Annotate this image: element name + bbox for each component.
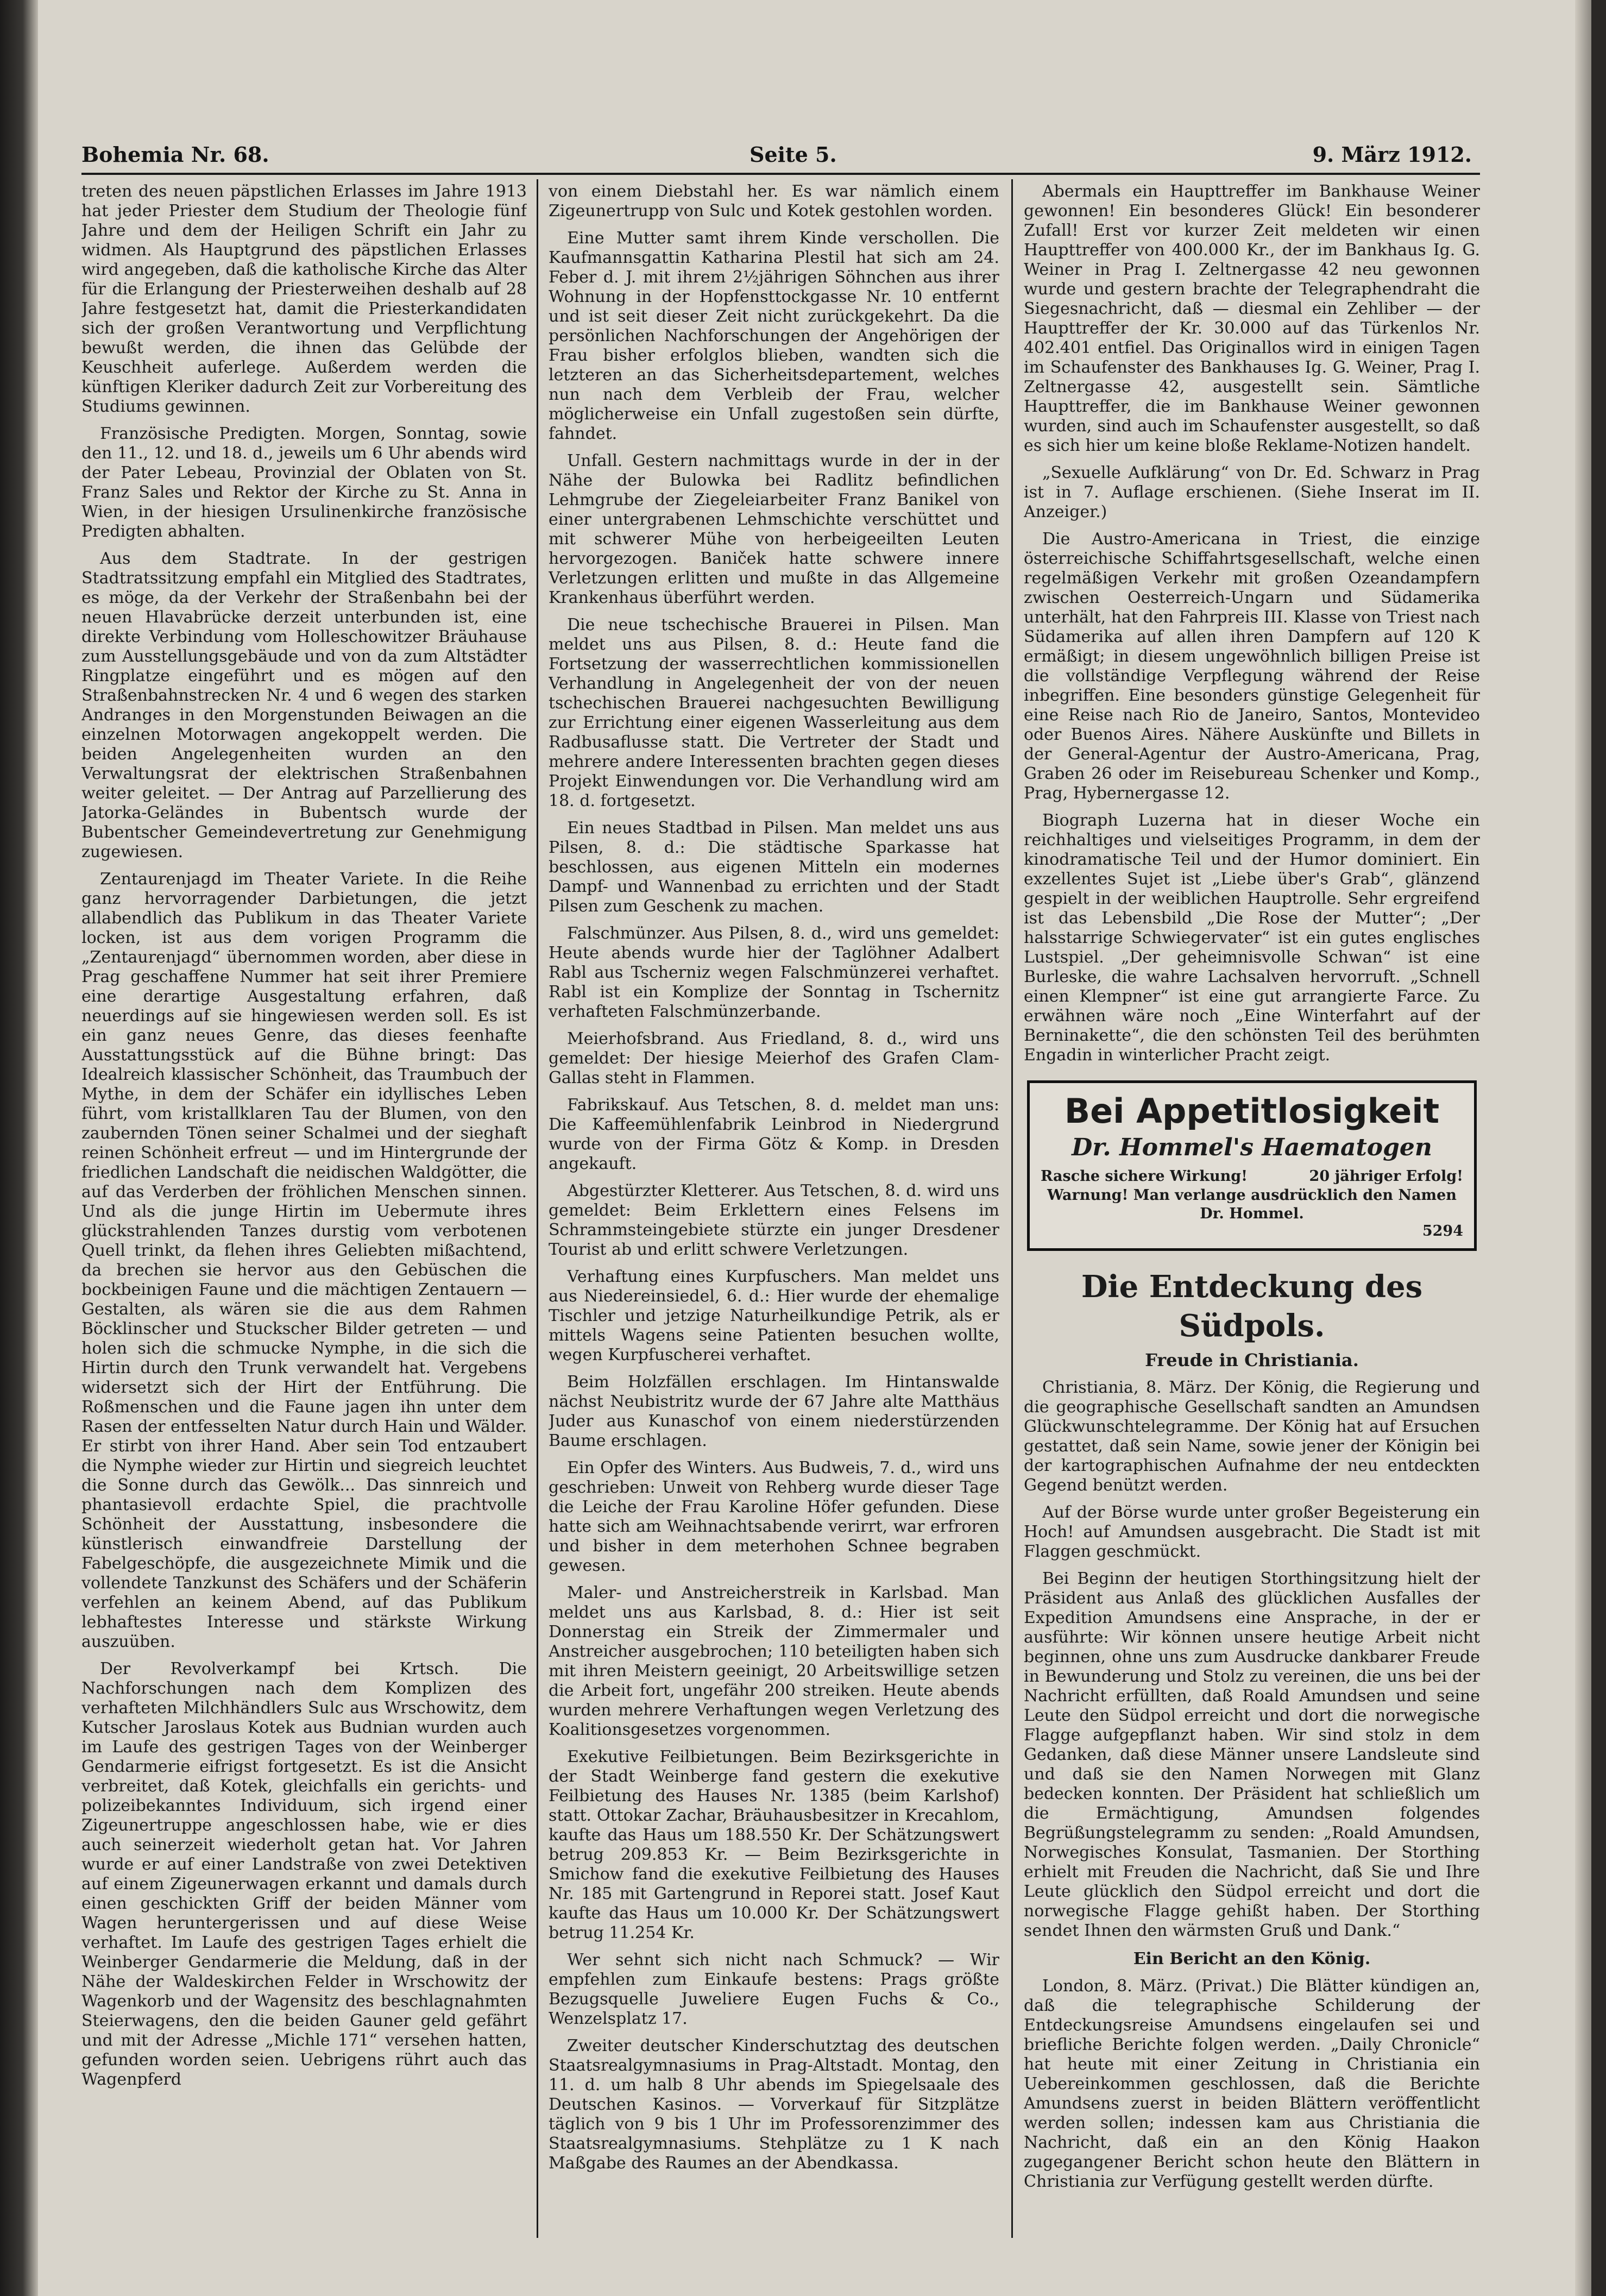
ad-claims — [1041, 1167, 1463, 1186]
article-paragraph: Christiania, 8. März. Der König, die Regierung und die geographische Gesellschaft sandten an Amundsen Glückwunschtelegramme. Der König hat auf Ersuchen gestattet, daß sein Name, sowie jener der Königin bei der kartographischen Aufnahme der neu entdeckten Gegend benützt werden. — [1024, 1378, 1480, 1495]
article-paragraph: Die Austro-Americana in Triest, die einzige österreichische Schiffahrtsgesellschaft, welche einen regelmäßigen Verkehr mit großen Ozeandampfern zwischen Oesterreich-Ungarn und Südamerika unterhält, hat den Fahrpreis III. Klasse von Triest nach Südamerika auf allen ihren Dampfern auf 120 K ermäßigt; in diesem ungewöhnlich billigen Preise ist die vollständige Verpflegung während der Reise inbegriffen. Eine besonders günstige Gelegenheit für eine Reise nach Rio de Janeiro, Santos, Montevideo oder Buenos Aires. Nähere Auskünfte und Billets in der General-Agentur der Austro-Americana, Prag, Graben 26 oder im Reisebureau Schenker und Komp., Prag, Hybernergasse 12. — [1024, 530, 1480, 803]
ad-warning: Warnung! Man verlange ausdrücklich den Namen Dr. Hommel. — [1047, 1187, 1457, 1222]
article-paragraph: Zweiter deutscher Kinderschutztag des deutschen Staatsrealgymnasiums in Prag-Altstadt. Montag, den 11. d. um halb 8 Uhr abends im Spiegelsaale des Deutschen Kasinos. — Vorverkauf für Sitzplätze täglich von 9 bis 1 Uhr im Professorenzimmer des Staatsrealgymnasiums. Stehplätze zu 1 K nach Maßgabe des Raumes an der Abendkassa. — [549, 2036, 999, 2173]
article-paragraph: Verhaftung eines Kurpfuschers. Man meldet uns aus Niedereinsiedel, 6. d.: Hier wurde der ehemalige Tischler und jetzige Naturheilkundige Petrik, als er mittels Wagens seine Patienten besuchen wollte, wegen Kurpfuscherei verhaftet. — [549, 1267, 999, 1364]
article-paragraph: Meierhofsbrand. Aus Friedland, 8. d., wird uns gemeldet: Der hiesige Meierhof des Grafen Clam-Gallas steht in Flammen. — [549, 1029, 999, 1087]
book-spine-shadow — [0, 0, 38, 2296]
article-paragraph: Biograph Luzerna hat in dieser Woche ein reichhaltiges und vielseitiges Programm, in dem der kinodramatische Teil und der Humor dominiert. Ein exzellentes Sujet ist „Liebe über's Grab“, glänzend gespielt in der weiblichen Hauptrolle. Sehr ergreifend ist das Lebensbild „Die Rose der Mutter“; „Der halsstarrige Schwiegervater“ ist ein gutes englisches Lustspiel. „Der geheimnisvolle Schwan“ ist eine Burleske, die wahre Lachsalven hervorruft. „Schnell einen Klempner“ ist eine gut arrangierte Farce. Zu erwähnen wäre noch „Eine Winterfahrt auf der Berninakette“, die den schönsten Teil des berühmten Engadin in winterlicher Pracht zeigt. — [1024, 811, 1480, 1065]
ad-claim-left: Rasche sichere Wirkung! — [1041, 1168, 1248, 1185]
southpole-subhead-2: Ein Bericht an den König. — [1133, 1949, 1371, 1968]
article-paragraph: Bei Beginn der heutigen Storthingsitzung hielt der Präsident aus Anlaß des glücklichen Ausfalles der Expedition Amundsens eine Ansprache, in der er ausführte: Wir können unsere heutige Arbeit nicht beginnen, ohne uns zum Ausdrucke dankbarer Freude in Bewunderung und Stolz zu vereinen, die uns bei der Nachricht erfüllten, daß Roald Amundsen und seine Leute den Südpol erreicht und dort die norwegische Flagge aufgepflanzt haben. Wir sind stolz in dem Gedanken, daß diese Männer unsere Landsleute sind und daß sie den Namen Norwegen mit Glanz bedecken konnten. Der Präsident hat schließlich um die Ermächtigung, Amundsen folgendes Begrüßungstelegramm zu senden: „Roald Amundsen, Norwegisches Konsulat, Tasmanien. Der Storthing erhielt mit Freuden die Nachricht, daß Sie und Ihre Leute glücklich den Südpol erreicht und dort die norwegische Flagge gehißt haben. Der Storthing sendet Ihnen den wärmsten Gruß und Dank.“ — [1024, 1569, 1480, 1940]
header-paper-issue: Bohemia Nr. 68. — [81, 142, 269, 167]
article-paragraph: „Sexuelle Aufklärung“ von Dr. Ed. Schwarz in Prag ist in 7. Auflage erschienen. (Siehe Inserat im II. Anzeiger.) — [1024, 463, 1480, 521]
header-date: 9. März 1912. — [1312, 142, 1472, 167]
column-1 — [81, 182, 527, 2235]
header-page-number: Seite 5. — [750, 142, 837, 167]
article-paragraph: Wer sehnt sich nicht nach Schmuck? — Wir empfehlen zum Einkaufe bestens: Prags größte Bezugsquelle Juweliere Eugen Fuchs & Co., Wenzelsplatz 17. — [549, 1951, 999, 2028]
ad-headline: Bei Appetitlosigkeit — [1064, 1091, 1440, 1131]
ad-claim-right: 20 jähriger Erfolg! — [1309, 1168, 1463, 1185]
article-paragraph: Die neue tschechische Brauerei in Pilsen. Man meldet uns aus Pilsen, 8. d.: Heute fand die Fortsetzung der wasserrechtlichen kommissionellen Verhandlung in Angelegenheit der von der neuen tschechischen Brauerei nachgesuchten Bewilligung zur Errichtung einer eigenen Wasserleitung aus dem Radbusaflusse statt. Die Vertreter der Stadt und mehrere andere Interessenten brachten gegen dieses Projekt Einwendungen vor. Die Verhandlung wird am 18. d. fortgesetzt. — [549, 615, 999, 810]
column-rule-1 — [537, 179, 538, 2238]
article-paragraph: London, 8. März. (Privat.) Die Blätter kündigen an, daß die telegraphische Schilderung der Entdeckungsreise Amundsens eingelaufen sei und briefliche Berichte folgen werden. „Daily Chronicle“ hat heute mit einer Zeitung in Christiania ein Uebereinkommen geschlossen, daß die Berichte Amundsens zuerst in beiden Blättern veröffentlicht werden sollen; indessen kam aus Christiania die Nachricht, daß ein an den König Haakon zugegangener Bericht schon heute den Blättern in Christiania zur Verfügung gestellt werden dürfte. — [1024, 1977, 1480, 2191]
article-paragraph: treten des neuen päpstlichen Erlasses im Jahre 1913 hat jeder Priester dem Studium der Theologie fünf Jahre und dem der Heiligen Schrift ein Jahr zu widmen. Als Hauptgrund des päpstlichen Erlasses wird angegeben, daß die katholische Kirche das Alter für die Erlangung der Priesterweihen deshalb auf 28 Jahre festgesetzt hat, damit die Priesterkandidaten sich der großen Verantwortung und Verpflichtung bewußt werden, die ihnen das Gelübde der Keuschheit auferlege. Außerdem werden die künftigen Kleriker dadurch Zeit zur Vorbereitung des Studiums gewinnen. — [81, 182, 527, 416]
article-paragraph: Falschmünzer. Aus Pilsen, 8. d., wird uns gemeldet: Heute abends wurde hier der Taglöhner Adalbert Rabl aus Tscherniz wegen Falschmünzerei verhaftet. Rabl ist ein Komplize der Sonntag in Tschernitz verhafteten Falschmünzerbande. — [549, 924, 999, 1021]
article-paragraph: Beim Holzfällen erschlagen. Im Hintanswalde nächst Neubistritz wurde der 67 Jahre alte Matthäus Juder aus Kunaschof von einem niederstürzenden Baume erschlagen. — [549, 1373, 999, 1450]
article-paragraph: Fabrikskauf. Aus Tetschen, 8. d. meldet man uns: Die Kaffeemühlenfabrik Leinbrod in Niedergrund wurde von der Firma Götz & Komp. in Dresden angekauft. — [549, 1096, 999, 1173]
page-edge-shadow — [1575, 0, 1591, 2296]
article-paragraph: Zentaurenjagd im Theater Variete. In die Reihe ganz hervorragender Darbietungen, die jetzt allabendlich das Publikum in das Theater Variete locken, ist aus dem vorigen Programm die „Zentaurenjagd“ übernommen worden, aber diese in Prag geschaffene Nummer hat seit ihrer Premiere eine derartige Ausgestaltung erfahren, daß neuerdings auf sie hingewiesen werden soll. Es ist ein ganz neues Genre, das dieses feenhafte Ausstattungsstück auf die Bühne bringt: Das Idealreich klassischer Schönheit, das Traumbuch der Mythe, in dem der Schäfer ein idyllisches Leben führt, vom kristallklaren Tau der Blumen, von den zaubernden Tönen seiner Schalmei und der sieghaft reinen Schönheit erfreut — und im Hintergrunde der friedlichen Landschaft die neidischen Waldgötter, die auf das Verderben der fröhlichen Menschen sinnen. Und als die junge Hirtin im Uebermute ihres glückstrahlenden Tanzes durstig vom verbotenen Quell trinkt, da flehen ihres Geliebten mißachtend, da brechen sie hervor aus den Gebüschen die bockbeinigen Faune und die mächtigen Zentauern — Gestalten, als wären sie die aus dem Rahmen Böcklinscher und Stuckscher Bilder getreten — und holen sich die schmucke Nymphe, in die sich die Hirtin durch den Trunk verwandelt hat. Vergebens widersetzt sich der Hirt der Entführung. Die Roßmenschen und die Faune jagen ihn unter dem Rasen der entfesselten Natur durch Hain und Wälder. Er stirbt von ihrer Hand. Aber sein Tod entzaubert die Nymphe wieder zur Hirtin und siegreich leuchtet die Sonne durch das Gewölk... Das sinnreich und phantasievoll erdachte Spiel, die prachtvolle Schönheit der Ausstattung, insbesondere die künstlerisch einwandfreie Darstellung der Fabelgeschöpfe, die ausgezeichnete Mimik und die vollendete Tanzkunst des Schäfers und der Schäferin verfehlen an keinem Abend, auf das Publikum lebhaftestes Interesse und stärkste Wirkung auszuüben. — [81, 870, 527, 1651]
southpole-headline: Die Entdeckung des Südpols. — [1081, 1269, 1423, 1344]
article-paragraph: Abgestürzter Kletterer. Aus Tetschen, 8. d. wird uns gemeldet: Beim Erklettern eines Felsens im Schrammsteingebiete stürzte ein junger Dresdener Tourist ab und erlitt schwere Verletzungen. — [549, 1181, 999, 1259]
southpole-subhead: Freude in Christiania. — [1145, 1350, 1359, 1370]
header-rule — [81, 173, 1480, 175]
column-3 — [1024, 182, 1480, 2235]
article-paragraph: Unfall. Gestern nachmittags wurde in der in der Nähe der Bulowka bei Radlitz befindlichen Lehmgrube der Ziegeleiarbeiter Franz Banikel von einer untergrabenen Lehmschichte verschüttet und mit schwerer Mühe von herbeigeeilten Leuten hervorgezogen. Baniček hatte schwere innere Verletzungen erlitten und mußte in das Allgemeine Krankenhaus überführt werden. — [549, 451, 999, 607]
ad-code: 5294 — [1422, 1223, 1463, 1240]
haematogen-advertisement — [1027, 1080, 1477, 1251]
article-paragraph: Maler- und Anstreicherstreik in Karlsbad. Man meldet uns aus Karlsbad, 8. d.: Hier ist seit Donnerstag ein Streik der Zimmermaler und Anstreicher ausgebrochen; 110 beteiligten haben sich mit ihren Meistern geeinigt, 20 Arbeitswillige setzen die Arbeit fort, ungefähr 200 streiken. Heute abends wurden mehrere Verhaftungen wegen Verletzung des Koalitionsgesetzes vorgenommen. — [549, 1583, 999, 1739]
article-paragraph: Ein Opfer des Winters. Aus Budweis, 7. d., wird uns geschrieben: Unweit von Rehberg wurde dieser Tage die Leiche der Frau Karoline Höfer gefunden. Diese hatte sich am Weihnachtsabende verirrt, war erfroren und bisher in dem meterhohen Schnee begraben gewesen. — [549, 1458, 999, 1575]
article-paragraph: Eine Mutter samt ihrem Kinde verschollen. Die Kaufmannsgattin Katharina Plestil hat sich am 24. Feber d. J. mit ihrem 2½jährigen Söhnchen aus ihrer Wohnung in der Hopfensttockgasse Nr. 10 entfernt und ist seit dieser Zeit nicht zurückgekehrt. Da die persönlichen Nachforschungen der Angehörigen der Frau bisher erfolglos blieben, wandten sich die letzteren an das Sicherheitsdepartement, welches nun nach dem Verbleib der Frau, welcher möglicherweise ein Unfall zugestoßen sein dürfte, fahndet. — [549, 229, 999, 443]
article-paragraph: Abermals ein Haupttreffer im Bankhause Weiner gewonnen! Ein besonderes Glück! Ein besonderer Zufall! Erst vor kurzer Zeit meldeten wir einen Haupttreffer von 400.000 Kr., der im Bankhaus Ig. G. Weiner in Prag I. Zeltnergasse 42 neu gewonnen wurde und gestern brachte der Telegraphendraht die Siegesnachricht, daß — diesmal ein Zehliber — der Haupttreffer der Kr. 30.000 auf das Türkenlos Nr. 402.401 entfiel. Das Originallos wird in einigen Tagen im Schaufenster des Bankhauses Ig. G. Weiner, Prag I. Zeltnergasse 42, ausgestellt sein. Sämtliche Haupttreffer, die im Bankhause Weiner gewonnen wurden, sind auch im Schaufenster ausgestellt, so daß es sich hier um keine bloße Reklame-Notizen handelt. — [1024, 182, 1480, 455]
article-paragraph: Aus dem Stadtrate. In der gestrigen Stadtratssitzung empfahl ein Mitglied des Stadtrates, es möge, da der Verkehr der Straßenbahn bei der neuen Hlavabrücke derzeit unterbunden ist, eine direkte Verbindung vom Holleschowitzer Bräuhause zum Ausstellungsgebäude und von da zum Altstädter Ringplatze eingeführt und es mögen auf den Straßenbahnstrecken Nr. 4 und 6 wegen des starken Andranges in den Morgenstunden Beiwagen an die einzelnen Motorwagen angekoppelt werden. Die beiden Angelegenheiten wurden an den Verwaltungsrat der elektrischen Straßenbahnen weiter geleitet. — Der Antrag auf Parzellierung des Jatorka-Geländes in Bubentsch wurde der Bubentscher Gemeindevertretung zur Genehmigung zugewiesen. — [81, 549, 527, 861]
article-paragraph: Französische Predigten. Morgen, Sonntag, sowie den 11., 12. und 18. d., jeweils um 6 Uhr abends wird der Pater Lebeau, Provinzial der Oblaten von St. Franz Sales und Rektor der Kirche zu St. Anna in Wien, in der hiesigen Ursulinenkirche französische Predigten abhalten. — [81, 424, 527, 541]
article-paragraph: Exekutive Feilbietungen. Beim Bezirksgerichte in der Stadt Weinberge fand gestern die exekutive Feilbietung des Hauses Nr. 1385 (beim Karlshof) statt. Ottokar Zachar, Bräuhausbesitzer in Krecahlom, kaufte das Haus um 188.550 Kr. Der Schätzungswert betrug 209.853 Kr. — Beim Bezirksgerichte in Smichow fand die exekutive Feilbietung des Hauses Nr. 185 mit Gartengrund in Reporei statt. Josef Kaut kaufte das Haus um 10.000 Kr. Der Schätzungswert betrug 11.254 Kr. — [549, 1747, 999, 1942]
article-paragraph: Ein neues Stadtbad in Pilsen. Man meldet uns aus Pilsen, 8. d.: Die städtische Sparkasse hat beschlossen, aus eigenen Mitteln ein modernes Dampf- und Wannenbad zu errichten und der Stadt Pilsen zum Geschenk zu machen. — [549, 819, 999, 916]
ad-product-name: Dr. Hommel's Haematogen — [1072, 1134, 1432, 1161]
column-rule-2 — [1011, 179, 1013, 2238]
article-paragraph: von einem Diebstahl her. Es war nämlich einem Zigeunertrupp von Sulc und Kotek gestohlen worden. — [549, 182, 999, 221]
column-2 — [549, 182, 999, 2235]
article-paragraph: Auf der Börse wurde unter großer Begeisterung ein Hoch! auf Amundsen ausgebracht. Die Stadt ist mit Flaggen geschmückt. — [1024, 1503, 1480, 1561]
article-paragraph: Der Revolverkampf bei Krtsch. Die Nachforschungen nach dem Komplizen des verhafteten Milchhändlers Sulc aus Wrschowitz, dem Kutscher Jaroslaus Kotek aus Budnian wurden auch im Laufe des gestrigen Tages von der Weinberger Gendarmerie eifrigst fortgesetzt. Es ist die Ansicht verbreitet, daß Kotek, gleichfalls ein gerichts- und polizeibekanntes Individuum, sich irgend einer Zigeunertruppe angeschlossen habe, wie er dies auch seinerzeit wiederholt getan hat. Vor Jahren wurde er auf einer Landstraße von zwei Detektiven auf einem Zigeunerwagen erkannt und damals durch einen geschickten Griff der beiden Männer vom Wagen heruntergerissen und auf diese Weise verhaftet. Im Laufe des gestrigen Tages erhielt die Weinberger Gendarmerie die Meldung, daß in der Nähe der Waldeskirchen Felder in Wrschowitz der Wagenkorb und der Wagensitz des beschlagnahmten Steierwagens, den die beiden Gauner geld gefährt und mit der Adresse „Michle 171“ versehen hatten, gefunden worden seien. Uebrigens rührt auch das Wagenpferd — [81, 1659, 527, 2089]
